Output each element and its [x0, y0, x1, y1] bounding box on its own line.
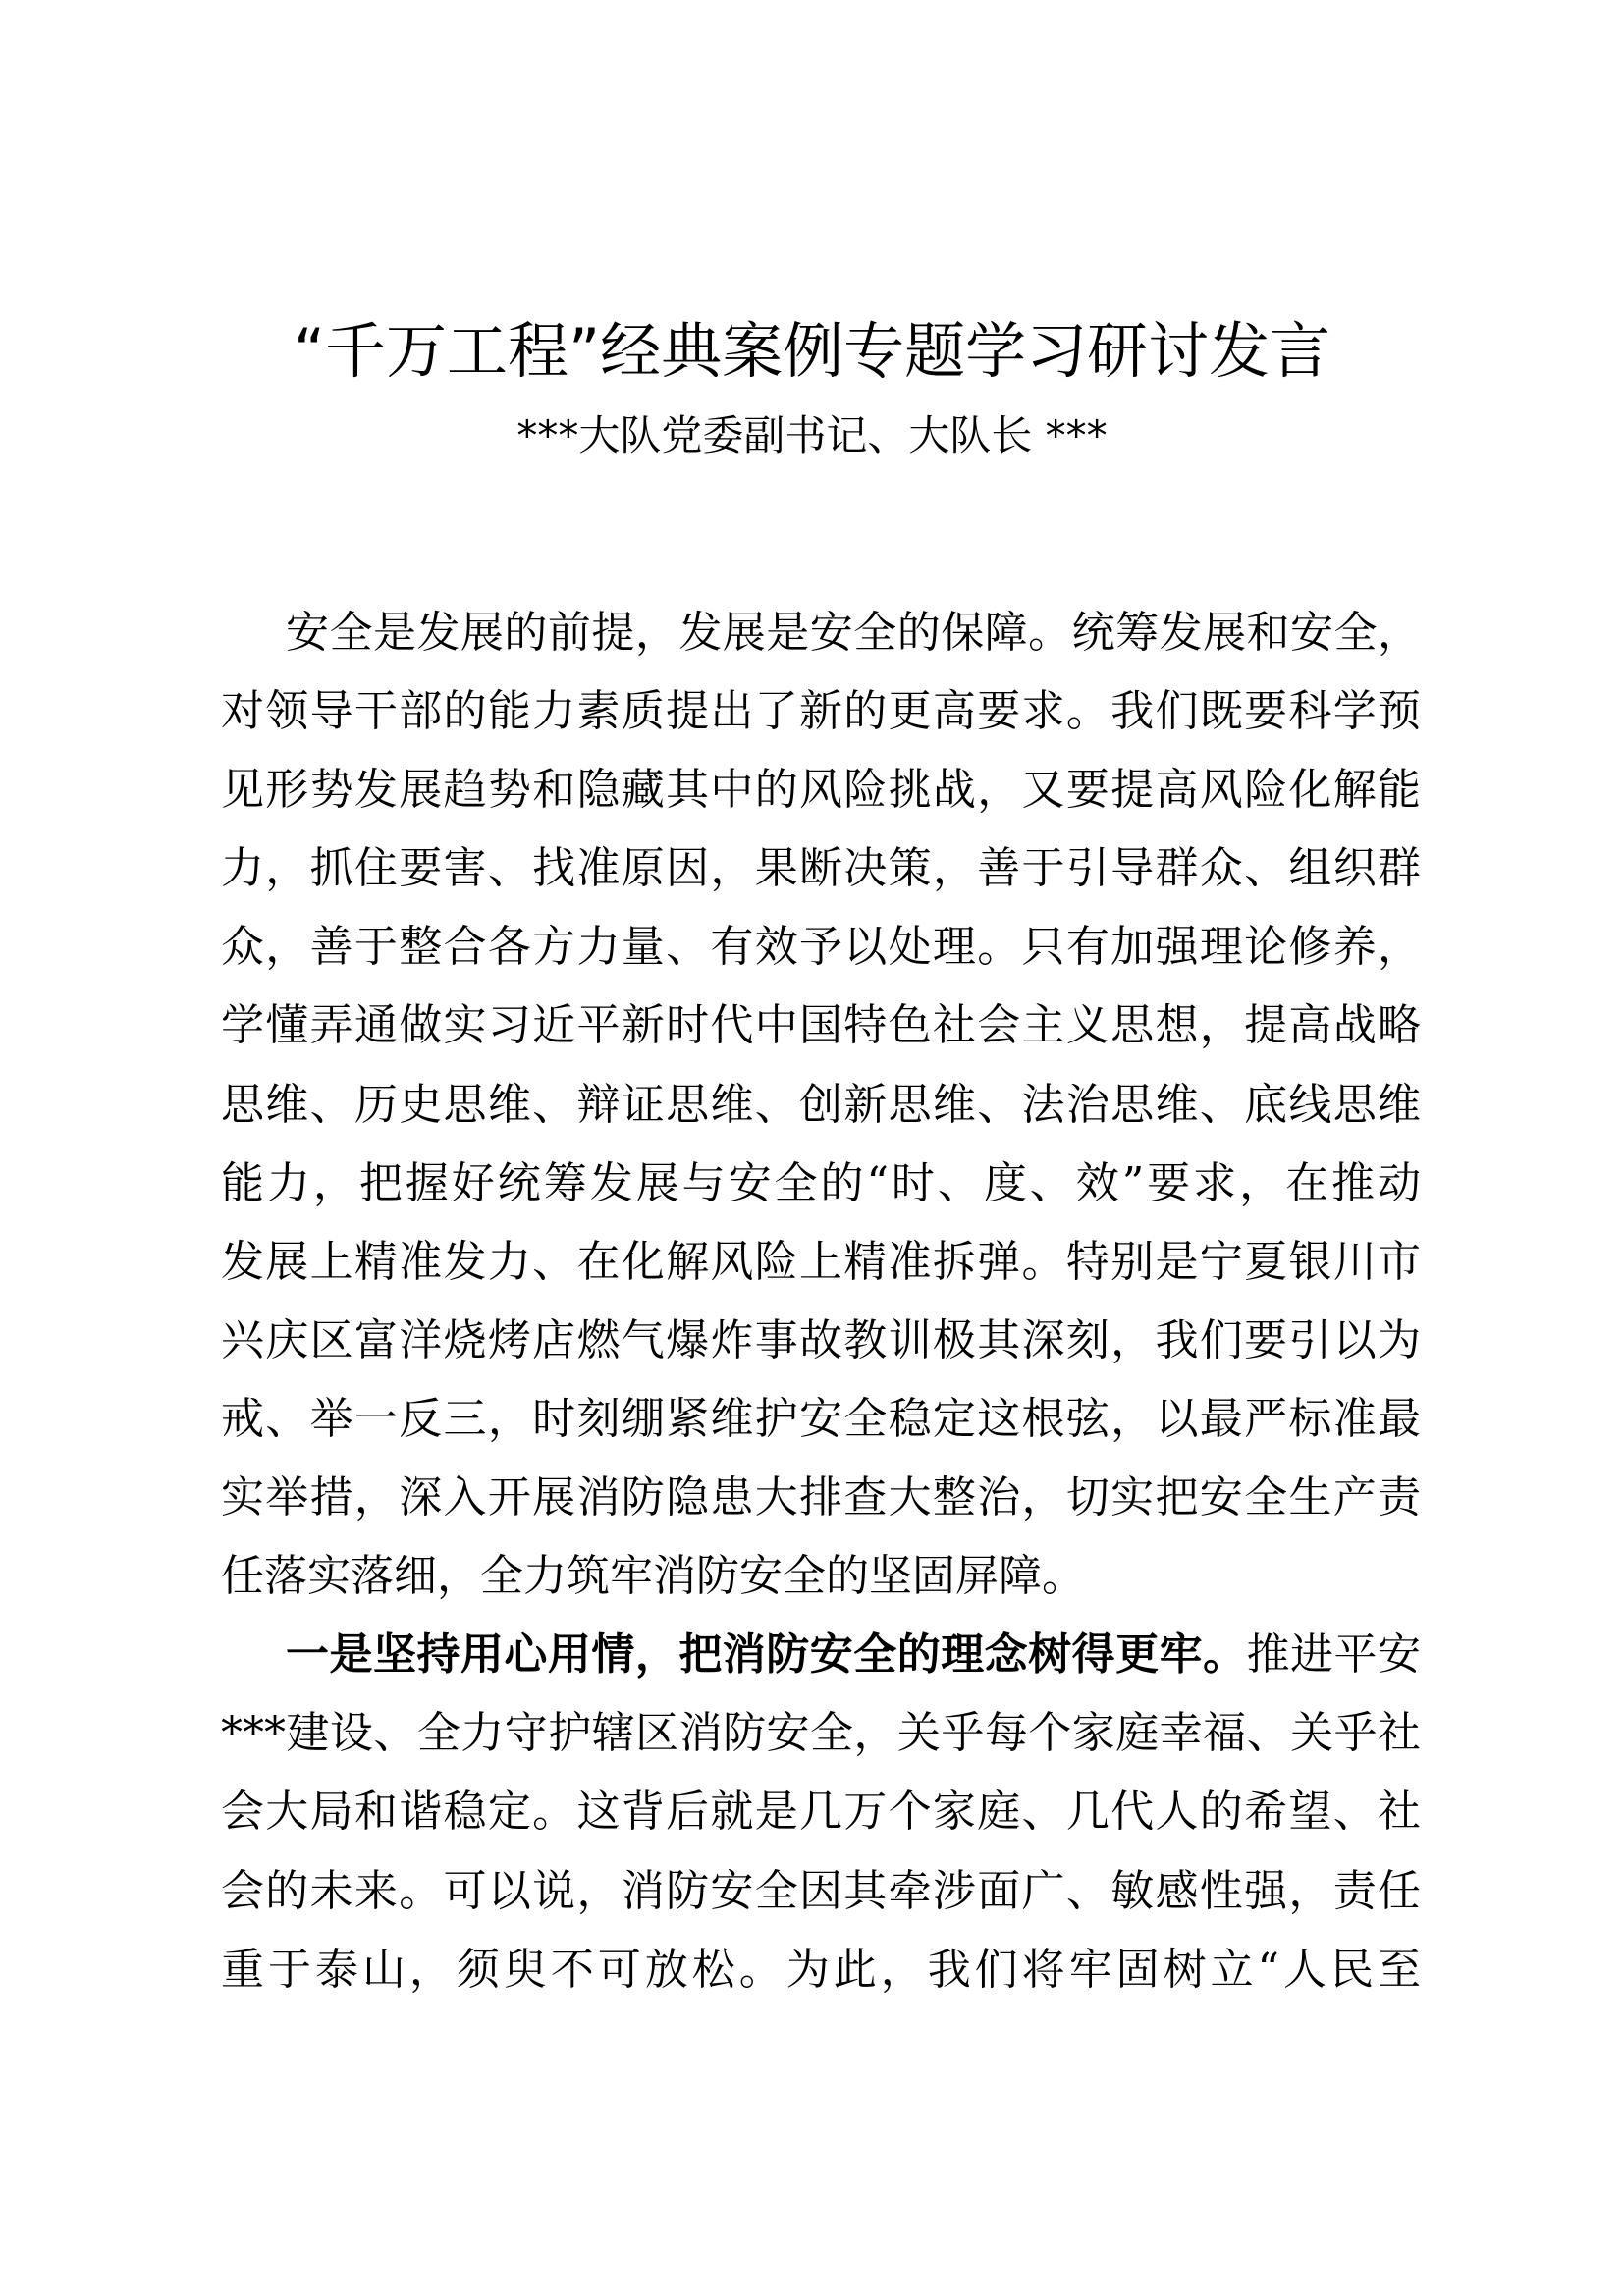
paragraph-2 — [221, 1616, 1421, 2008]
text-line: 众，善于整合各方力量、有效予以处理。只有加强理论修养， — [221, 922, 1421, 973]
text-line: 发展上精准发力、在化解风险上精准拆弹。特别是宁夏银川市 — [221, 1236, 1421, 1287]
text-line: 会的未来。可以说，消防安全因其牵涉面广、敏感性强，责任 — [221, 1865, 1421, 1916]
text-line: ***建设、全力守护辖区消防安全，关乎每个家庭幸福、关乎社 — [221, 1708, 1421, 1759]
text-line: 思维、历史思维、辩证思维、创新思维、法治思维、底线思维 — [221, 1079, 1421, 1130]
text-line: 戒、举一反三，时刻绷紧维护安全稳定这根弦，以最严标准最 — [221, 1393, 1421, 1444]
text-line — [221, 1616, 1421, 1694]
text-line: 重于泰山，须臾不可放松。为此，我们将牢固树立“人民至 — [221, 1944, 1421, 1995]
text-line: 对领导干部的能力素质提出了新的更高要求。我们既要科学预 — [221, 686, 1421, 737]
text-line: 安全是发展的前提，发展是安全的保障。统筹发展和安全， — [286, 608, 1421, 658]
document-title: “千万工程”经典案例专题学习研讨发言 — [293, 315, 1331, 387]
text-line: 见形势发展趋势和隐藏其中的风险挑战，又要提高风险化解能 — [221, 765, 1421, 816]
text-line: 学懂弄通做实习近平新时代中国特色社会主义思想，提高战略 — [221, 1000, 1421, 1051]
text-line: 实举措，深入开展消防隐患大排查大整治，切实把安全生产责 — [221, 1472, 1421, 1523]
paragraph-1 — [221, 594, 1421, 1616]
text-line: 能力，把握好统筹发展与安全的“时、度、效”要求，在推动 — [221, 1157, 1421, 1208]
text-line: 力，抓住要害、找准原因，果断决策，善于引导群众、组织群 — [221, 843, 1421, 894]
paragraph-heading: 一是坚持用心用情，把消防安全的理念树得更牢。 — [286, 1629, 1247, 1681]
document-subtitle: ***大队党委副书记、大队长 *** — [516, 411, 1108, 459]
document-body — [221, 594, 1421, 2009]
text-run: 推进平安 — [1246, 1629, 1422, 1681]
text-line: 会大局和谐稳定。这背后就是几万个家庭、几代人的希望、社 — [221, 1787, 1421, 1838]
text-line: 兴庆区富洋烧烤店燃气爆炸事故教训极其深刻，我们要引以为 — [221, 1314, 1421, 1365]
text-line: 任落实落细，全力筑牢消防安全的坚固屏障。 — [221, 1551, 1085, 1602]
